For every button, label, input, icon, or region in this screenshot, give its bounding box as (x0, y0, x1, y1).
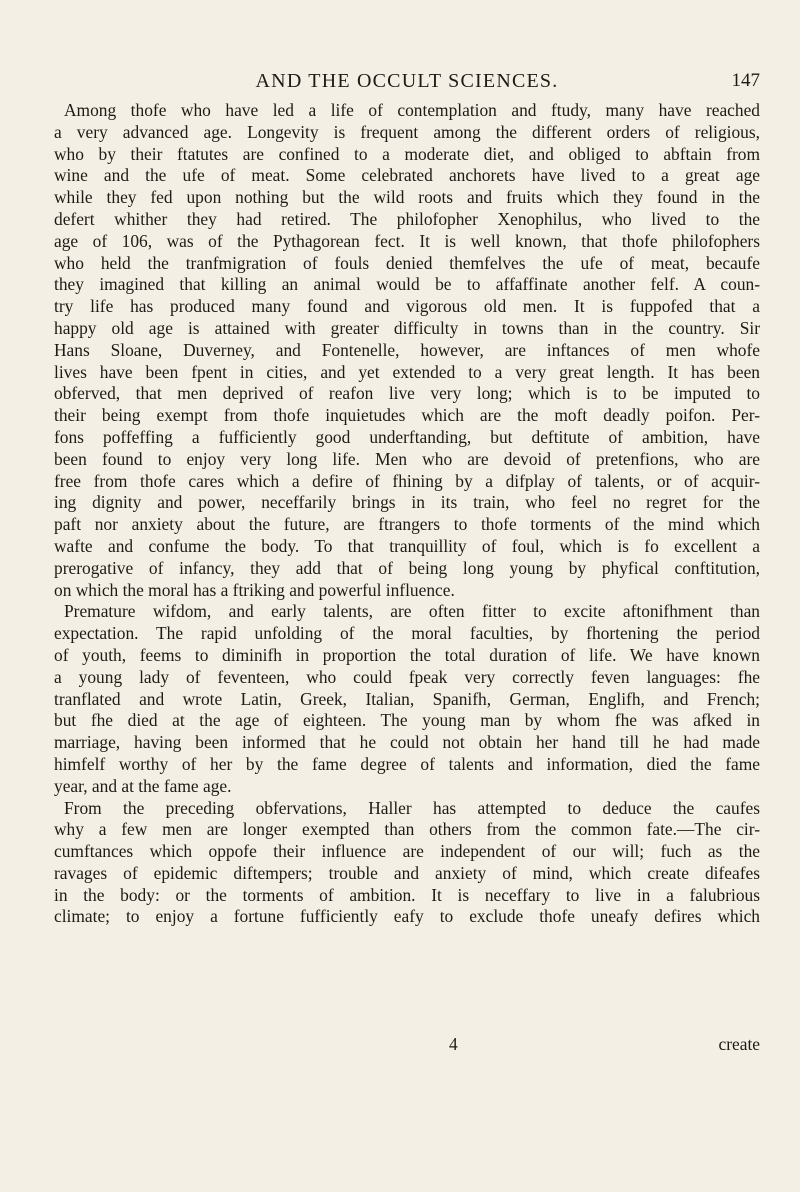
text-line: prerogative of infancy, they add that of being long young by phyfical conftitution, (54, 557, 760, 578)
text-line: ing dignity and power, neceffarily brings in its train, who feel no regret for the (54, 492, 760, 513)
text-line: who held the tranfmigration of fouls denied themfelves the ufe of meat, becaufe (54, 252, 760, 273)
running-title: AND THE OCCULT SCIENCES. (255, 70, 559, 92)
text-line: cumftances which oppofe their influence are independent of our will; fuch as the (54, 841, 760, 862)
text-line: a young lady of feventeen, who could fpeak very correctly feven languages: fhe (54, 666, 760, 687)
text-line: From the preceding obfervations, Haller has attempted to deduce the caufes (64, 797, 760, 818)
page-header (54, 70, 760, 98)
text-line: their being exempt from thofe inquietudes which are the moft deadly poifon. Per- (54, 405, 760, 426)
text-line: expectation. The rapid unfolding of the moral faculties, by fhortening the period (54, 623, 760, 644)
text-line: marriage, having been informed that he could not obtain her hand till he had made (54, 732, 760, 753)
text-line: been found to enjoy very long life. Men who are devoid of pretenfions, who are (54, 448, 760, 469)
text-line: happy old age is attained with greater difficulty in towns than in the country. Sir (54, 317, 760, 338)
text-line: lives have been fpent in cities, and yet extended to a very great length. It has been (54, 361, 760, 382)
text-line: fons poffeffing a fufficiently good underftanding, but deftitute of ambition, have (54, 426, 760, 447)
text-line: tranflated and wrote Latin, Greek, Italian, Spanifh, German, Englifh, and French; (54, 688, 760, 709)
text-line: Premature wifdom, and early talents, are often fitter to excite aftonifhment than (64, 601, 760, 622)
text-line: himfelf worthy of her by the fame degree of talents and information, died the fame (54, 753, 760, 774)
text-line: ravages of epidemic diftempers; trouble and anxiety of mind, which create difeafes (54, 862, 760, 883)
text-line: they imagined that killing an animal would be to affaffinate another felf. A coun- (54, 274, 760, 295)
text-line: who by their ftatutes are confined to a moderate diet, and obliged to abftain from (54, 143, 760, 164)
signature-mark: 4 (449, 1034, 458, 1054)
text-line: Hans Sloane, Duverney, and Fontenelle, however, are inftances of men whofe (54, 339, 760, 360)
page-number: 147 (731, 70, 760, 91)
text-line: free from thofe cares which a defire of fhining by a difplay of talents, or of acquir- (54, 470, 760, 491)
text-line: wafte and confume the body. To that tranquillity of foul, which is fo excellent a (54, 535, 760, 556)
text-line: year, and at the fame age. (54, 775, 232, 796)
text-line: age of 106, was of the Pythagorean fect. It is well known, that thofe philofophers (54, 230, 760, 251)
text-line: obferved, that men deprived of reafon live very long; which is to be imputed to (54, 383, 760, 404)
text-line: climate; to enjoy a fortune fufficiently eafy to exclude thofe uneafy defires which (54, 906, 760, 927)
page-footer (54, 1034, 760, 1058)
text-line: on which the moral has a ftriking and powerful influence. (54, 579, 455, 600)
text-line: while they fed upon nothing but the wild roots and fruits which they found in the (54, 187, 760, 208)
text-line: defert whither they had retired. The philofopher Xenophilus, who lived to the (54, 208, 760, 229)
text-line: try life has produced many found and vigorous old men. It is fuppofed that a (54, 296, 760, 317)
text-line: paft nor anxiety about the future, are ftrangers to thofe torments of the mind which (54, 514, 760, 535)
text-line: in the body: or the torments of ambition. It is neceffary to live in a falubrious (54, 884, 760, 905)
text-line: but fhe died at the age of eighteen. The young man by whom fhe was afked in (54, 710, 760, 731)
text-line: a very advanced age. Longevity is frequent among the different orders of religious, (54, 121, 760, 142)
catchword: create (718, 1034, 760, 1054)
body-text (54, 100, 760, 928)
text-line: of youth, feems to diminifh in proportion the total duration of life. We have known (54, 644, 760, 665)
text-line: Among thofe who have led a life of contemplation and ftudy, many have reached (64, 100, 760, 120)
text-line: wine and the ufe of meat. Some celebrated anchorets have lived to a great age (54, 165, 760, 186)
text-line: why a few men are longer exempted than others from the common fate.—The cir- (54, 819, 760, 840)
